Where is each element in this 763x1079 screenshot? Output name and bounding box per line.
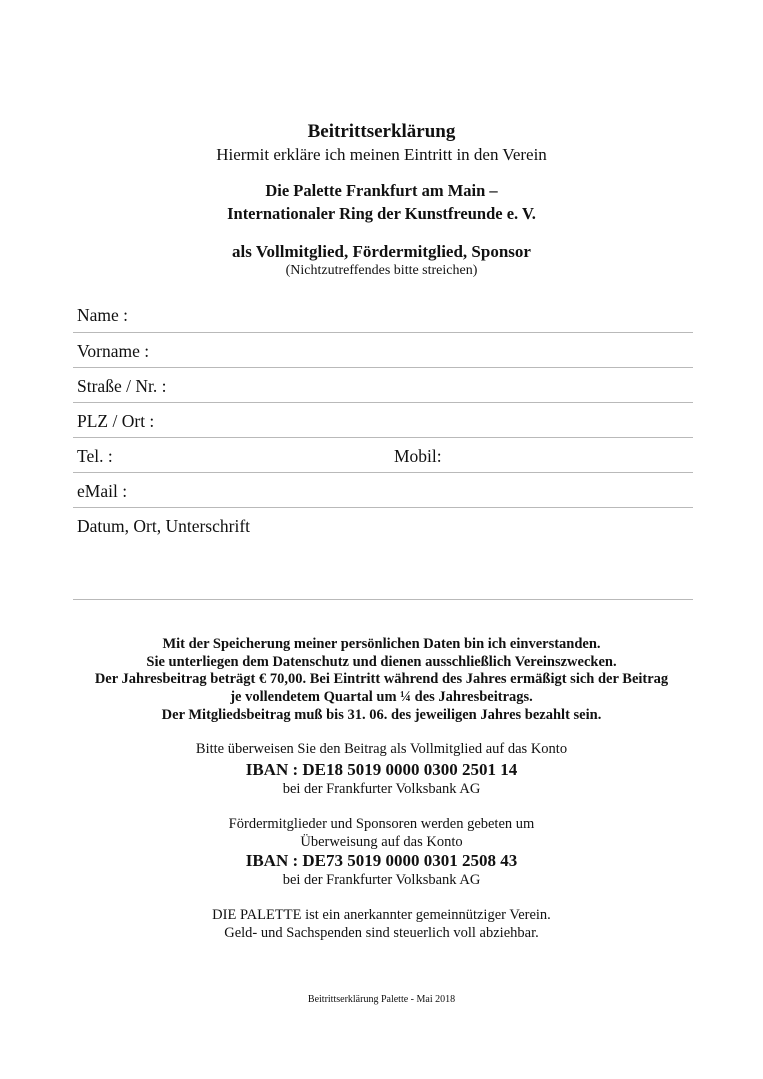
consent-line-1: Mit der Speicherung meiner persönlichen Daten bin ich einverstanden. [162,636,601,652]
signature-field-label: Datum, Ort, Unterschrift [77,516,251,536]
intro-text: Hiermit erkläre ich meinen Eintritt in den Verein [216,145,547,164]
strike-note: (Nichtzutreffendes bitte streichen) [285,263,478,278]
consent-line-2: Sie unterliegen dem Datenschutz und dienen ausschließlich Vereinszwecken. [146,654,617,670]
consent-line-5: Der Mitgliedsbeitrag muß bis 31. 06. des jeweiligen Jahres bezahlt sein. [161,707,602,723]
supporting-bank: bei der Frankfurter Volksbank AG [282,872,481,888]
supporting-payment-instruction-line2: Überweisung auf das Konto [300,834,463,850]
form-title: Beitrittserklärung [307,121,456,142]
full-member-iban: IBAN : DE18 5019 0000 0300 2501 14 [245,760,518,779]
vorname-field-label: Vorname : [77,341,150,361]
supporting-payment-instruction-line1: Fördermitglieder und Sponsoren werden gebeten um [228,816,535,832]
tax-note-line2: Geld- und Sachspenden sind steuerlich voll abziehbar. [224,925,539,941]
tel-mobil-field-line[interactable] [73,472,693,473]
name-field-label: Name : [77,305,129,325]
signature-field-line[interactable] [73,599,693,600]
organization-name-line2: Internationaler Ring der Kunstfreunde e. V. [227,204,536,223]
mobil-field-label: Mobil: [394,446,442,466]
plz-ort-field-line[interactable] [73,437,693,438]
email-field-label: eMail : [77,481,128,501]
name-field-line[interactable] [73,332,693,333]
vorname-field-line[interactable] [73,367,693,368]
organization-name-line1: Die Palette Frankfurt am Main – [265,181,498,200]
membership-types: als Vollmitglied, Fördermitglied, Sponsor [232,242,531,261]
full-member-payment-instruction: Bitte überweisen Sie den Beitrag als Vollmitglied auf das Konto [195,741,568,757]
strasse-field-label: Straße / Nr. : [77,376,167,396]
consent-line-3: Der Jahresbeitrag beträgt € 70,00. Bei Eintritt während des Jahres ermäßigt sich der Beitrag [94,671,669,687]
tax-note-line1: DIE PALETTE ist ein anerkannter gemeinnütziger Verein. [212,907,551,923]
email-field-line[interactable] [73,507,693,508]
full-member-bank: bei der Frankfurter Volksbank AG [282,781,481,797]
tel-field-label: Tel. : [77,446,113,466]
supporting-iban: IBAN : DE73 5019 0000 0301 2508 43 [245,851,518,870]
page-footer: Beitrittserklärung Palette - Mai 2018 [307,994,456,1005]
strasse-field-line[interactable] [73,402,693,403]
consent-line-4: je vollendetem Quartal um ¼ des Jahresbeitrags. [230,689,533,705]
plz-ort-field-label: PLZ / Ort : [77,411,155,431]
